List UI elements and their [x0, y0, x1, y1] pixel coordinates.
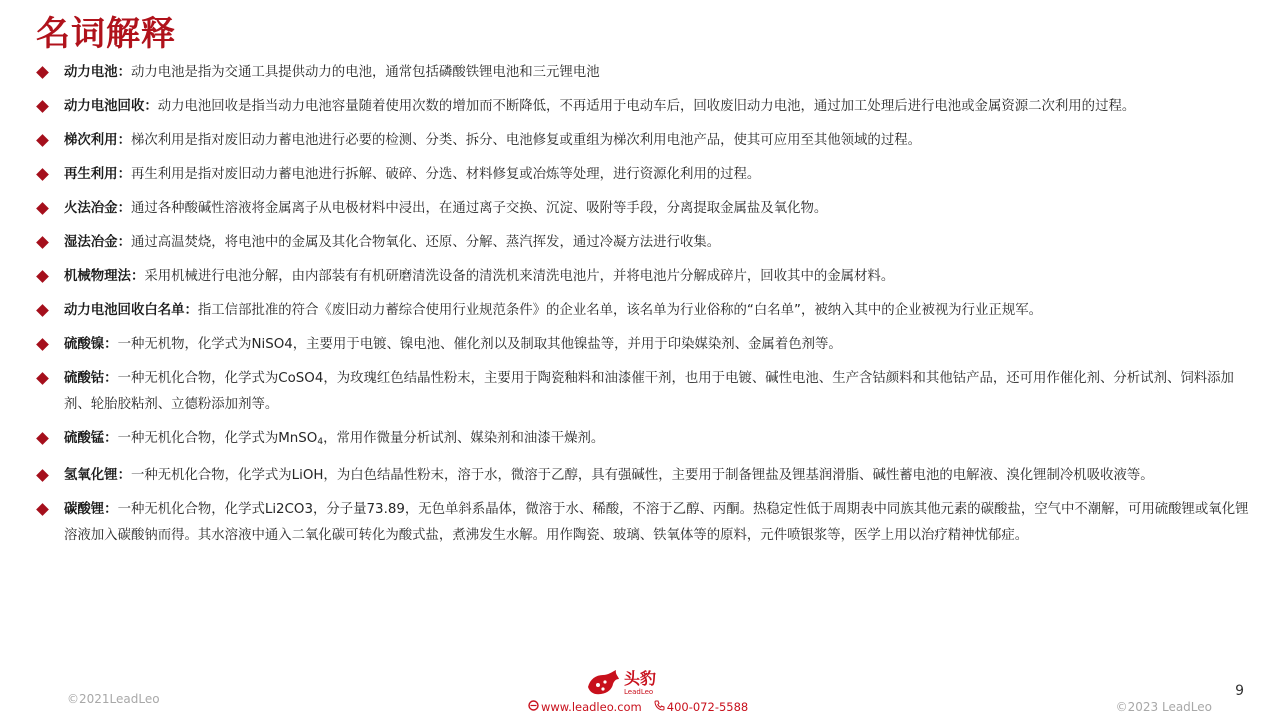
term-name: 梯次利用 ： [64, 133, 131, 148]
web-icon [528, 700, 539, 714]
diamond-bullet-icon [36, 463, 64, 489]
term-definition: 再生利用是指对废旧动力蓄电池进行拆解、破碎、分选、材料修复或冶炼等处理，进行资源化利用的过程。 [130, 167, 761, 182]
term-name: 火法冶金 ： [64, 201, 131, 216]
term-name: 硫酸镍 ： [64, 337, 118, 352]
diamond-bullet-icon [36, 60, 64, 86]
term-name: 硫酸钴 ： [64, 371, 118, 386]
term-definition: 通过各种酸碱性溶液将金属离子从电极材料中浸出，在通过离子交换、沉淀、吸附等手段，分离提取金属盐及氧化物。 [130, 201, 828, 216]
list-item [36, 162, 1256, 188]
term-definition: 一种无机物，化学式为NiSO4，主要用于电镀、镍电池、催化剂以及制取其他镍盐等，并用于印染媒染剂、金属着色剂等。 [117, 337, 842, 352]
term-definition: 一种无机化合物，化学式为CoSO4，为玫瑰红色结晶性粉末，主要用于陶瓷釉料和油漆催干剂，也用于电镀、碱性电池、生产含钴颜料和其他钴产品，还可用作催化剂、分析试剂、饲料添加剂、轮胎胶粘剂、立德粉添加剂等。 [64, 371, 1234, 412]
diamond-bullet-icon [36, 366, 64, 392]
diamond-bullet-icon [36, 332, 64, 358]
list-item [36, 196, 1256, 222]
diamond-bullet-icon [36, 497, 64, 523]
term-name: 动力电池回收白名单 ： [64, 303, 198, 318]
term-definition: 一种无机化合物，化学式为LiOH，为白色结晶性粉末，溶于水，微溶于乙醇，具有强碱性，主要用于制备锂盐及锂基润滑脂、碱性蓄电池的电解液、溴化锂制冷机吸收液等。 [130, 468, 1154, 483]
term-definition-pre: 一种无机化合物，化学式为MnSO [117, 431, 318, 446]
term-name: 动力电池回收 ： [64, 99, 158, 114]
subscript-4: 4 [317, 437, 324, 447]
list-item [36, 128, 1256, 154]
term-definition: 动力电池回收是指当动力电池容量随着使用次数的增加而不断降低，不再适用于电动车后，回收废旧动力电池，通过加工处理后进行电池或金属资源二次利用的过程。 [157, 99, 1136, 114]
list-item [36, 60, 1256, 86]
list-item [36, 264, 1256, 290]
list-item [36, 332, 1256, 358]
diamond-bullet-icon [36, 128, 64, 154]
terms-list [36, 60, 1256, 557]
phone-number[interactable]: 400-072-5588 [666, 700, 749, 714]
term-name: 湿法冶金 ： [64, 235, 131, 250]
term-definition: 梯次利用是指对废旧动力蓄电池进行必要的检测、分类、拆分、电池修复或重组为梯次利用电池产品，使其可应用至其他领域的过程。 [130, 133, 921, 148]
diamond-bullet-icon [36, 230, 64, 256]
leopard-icon [586, 669, 620, 697]
footer-copyright-left: ©2021LeadLeo [67, 692, 160, 706]
term-name: 动力电池 ： [64, 65, 131, 80]
term-definition: 采用机械进行电池分解，由内部装有有机研磨清洗设备的清洗机来清洗电池片，并将电池片分解成碎片，回收其中的金属材料。 [144, 269, 895, 284]
footer-copyright-right: ©2023 LeadLeo [1115, 700, 1212, 714]
list-item [36, 366, 1256, 418]
page-title: 名词解释 [36, 14, 176, 54]
list-item [36, 497, 1256, 549]
diamond-bullet-icon [36, 264, 64, 290]
term-definition: 通过高温焚烧，将电池中的金属及其化合物氧化、还原、分解、蒸汽挥发，通过冷凝方法进行收集。 [130, 235, 721, 250]
phone-icon [654, 700, 665, 714]
term-name: 碳酸锂 ： [64, 502, 118, 517]
term-name: 硫酸锰 ： [64, 431, 118, 446]
list-item [36, 463, 1256, 489]
list-item [36, 94, 1256, 120]
page-number: 9 [1235, 683, 1244, 699]
diamond-bullet-icon [36, 94, 64, 120]
diamond-bullet-icon [36, 196, 64, 222]
term-definition: 指工信部批准的符合《废旧动力蓄综合使用行业规范条件》的企业名单，该名单为行业俗称的“白名单”，被纳入其中的企业被视为行业正规军。 [197, 303, 1042, 318]
term-name: 氢氧化锂 ： [64, 468, 131, 483]
list-item [36, 298, 1256, 324]
contact-line [528, 700, 748, 714]
logo-name-en: LeadLeo [624, 688, 654, 696]
term-definition [118, 431, 605, 446]
diamond-bullet-icon [36, 426, 64, 452]
term-definition: 动力电池是指为交通工具提供动力的电池，通常包括磷酸铁锂电池和三元锂电池 [130, 65, 600, 80]
list-item [36, 230, 1256, 256]
term-definition-post: ，常用作微量分析试剂、媒染剂和油漆干燥剂。 [323, 431, 605, 446]
footer-brand [528, 666, 748, 720]
website-link[interactable]: www.leadleo.com [541, 700, 642, 714]
diamond-bullet-icon [36, 162, 64, 188]
logo-name-cn: 头豹 [624, 669, 657, 688]
term-name: 再生利用 ： [64, 167, 131, 182]
list-item [36, 426, 1256, 455]
leadleo-logo [586, 666, 656, 700]
term-definition: 一种无机化合物，化学式Li2CO3，分子量73.89，无色单斜系晶体，微溶于水、稀酸，不溶于乙醇、丙酮。热稳定性低于周期表中同族其他元素的碳酸盐，空气中不潮解，可用硫酸锂或氧化锂溶液加入碳酸钠而得。其水溶液中通入二氧化碳可转化为酸式盐，煮沸发生水解。用作陶瓷、玻璃、铁氧体等的原料，元件喷银浆等，医学上用以治疗精神忧郁症。 [64, 502, 1249, 543]
term-name: 机械物理法 ： [64, 269, 144, 284]
diamond-bullet-icon [36, 298, 64, 324]
